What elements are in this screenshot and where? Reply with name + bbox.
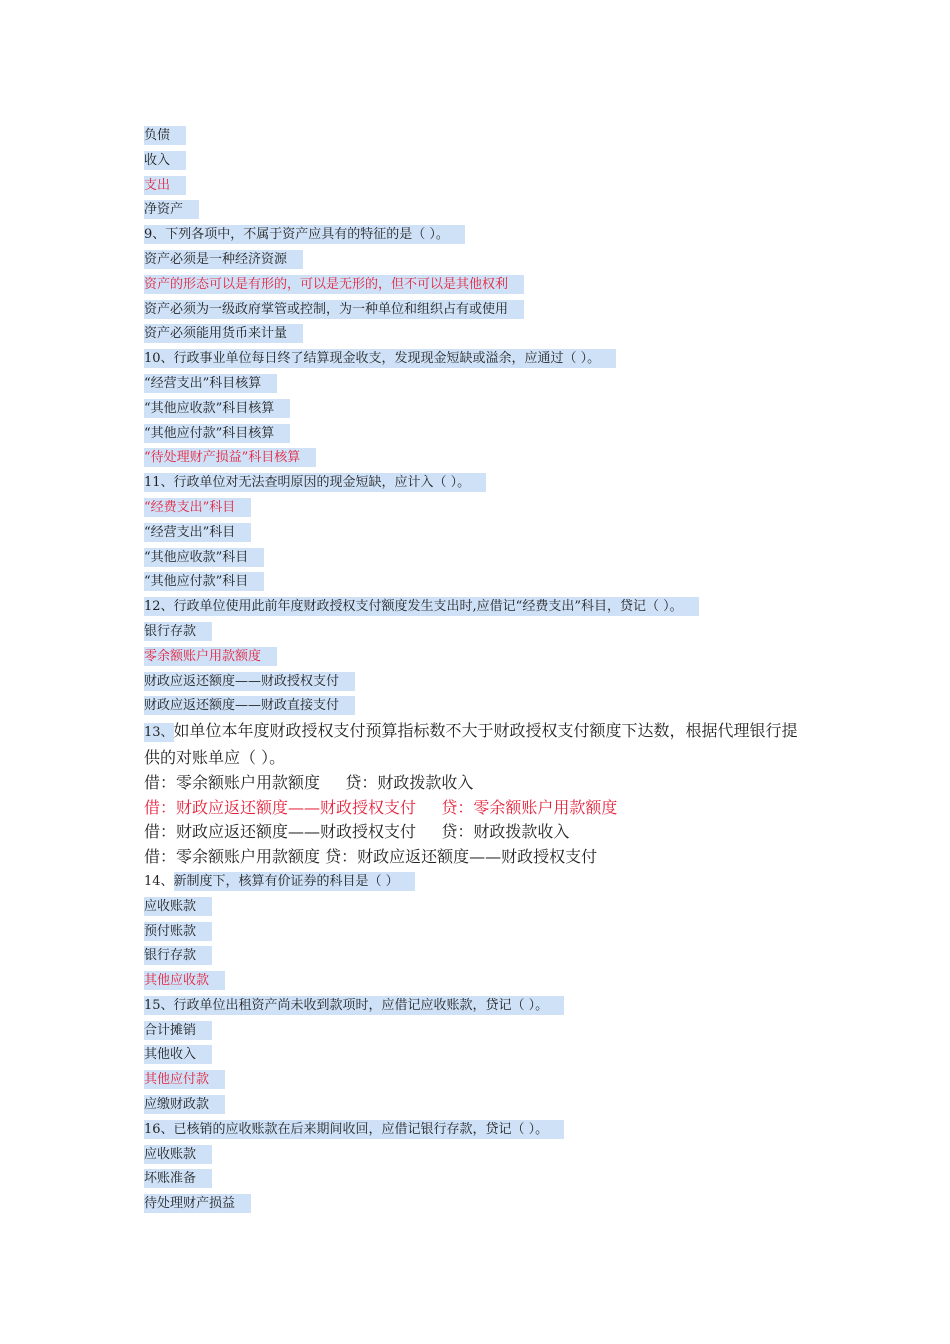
option-text: 借：财政应返还额度——财政授权支付 贷：零余额账户用款额度: [144, 797, 618, 817]
option-text: 财政应返还额度——财政直接支付: [144, 696, 355, 715]
option-text: 支出: [144, 176, 186, 195]
option-line: [144, 372, 824, 397]
option-text: “其他应收款”科目核算: [144, 399, 290, 418]
option-line: [144, 1043, 824, 1068]
option-line: [144, 1093, 824, 1118]
option-text: 收入: [144, 151, 186, 170]
option-line: [144, 198, 824, 223]
question-text: 10、行政事业单位每日终了结算现金收支，发现现金短缺或溢余，应通过（ ）。: [144, 349, 616, 368]
answer-option-line: [144, 446, 824, 471]
option-text: 坏账准备: [144, 1169, 212, 1188]
question-text: 16、已核销的应收账款在后来期间收回，应借记银行存款，贷记（ ）。: [144, 1120, 564, 1139]
option-line: [144, 944, 824, 969]
answer-option-line: [144, 1068, 824, 1093]
option-text: 零余额账户用款额度: [144, 647, 277, 666]
question-text: 15、行政单位出租资产尚未收到款项时，应借记应收账款，贷记（ ）。: [144, 996, 564, 1015]
option-line: [144, 248, 824, 273]
question-15: [144, 994, 824, 1019]
option-line: [144, 521, 824, 546]
question-text: 新制度下，核算有价证券的科目是（ ）: [174, 872, 415, 891]
answer-option-line: [144, 273, 824, 298]
option-line: [144, 298, 824, 323]
option-text: “待处理财产损益”科目核算: [144, 448, 316, 467]
option-line: [144, 422, 824, 447]
option-line: [144, 124, 824, 149]
option-text: 银行存款: [144, 622, 212, 641]
question-14: [144, 870, 824, 895]
option-text: 借：零余额账户用款额度 贷：财政拨款收入: [144, 772, 474, 792]
option-line: [144, 820, 824, 845]
option-text: 其他收入: [144, 1045, 212, 1064]
question-number: 13、: [144, 725, 174, 741]
question-10: [144, 347, 824, 372]
option-line: [144, 1167, 824, 1192]
answer-option-line: [144, 645, 824, 670]
option-line: [144, 397, 824, 422]
question-9: [144, 223, 824, 248]
option-text: 净资产: [144, 200, 199, 219]
answer-option-line: [144, 969, 824, 994]
option-text: 应收账款: [144, 1145, 212, 1164]
option-text: 资产的形态可以是有形的，可以是无形的，但不可以是其他权利: [144, 275, 524, 294]
document-content: [144, 124, 824, 1217]
option-line: [144, 771, 824, 796]
option-text: “经费支出”科目: [144, 498, 251, 517]
question-text: 9、下列各项中，不属于资产应具有的特征的是（ ）。: [144, 225, 465, 244]
option-line: [144, 670, 824, 695]
option-line: [144, 1143, 824, 1168]
option-text: 借：财政应返还额度——财政授权支付 贷：财政拨款收入: [144, 822, 570, 842]
option-line: [144, 895, 824, 920]
option-text: 负债: [144, 126, 186, 145]
option-line: [144, 149, 824, 174]
option-text: 其他应付款: [144, 1070, 225, 1089]
option-text: 资产必须为一级政府掌管或控制，为一种单位和组织占有或使用: [144, 300, 524, 319]
question-text: 12、行政单位使用此前年度财政授权支付额度发生支出时,应借记“经费支出”科目，贷记（ ）。: [144, 597, 699, 616]
option-text: 待处理财产损益: [144, 1194, 251, 1213]
option-text: “经营支出”科目核算: [144, 374, 277, 393]
option-text: 银行存款: [144, 946, 212, 965]
answer-option-line: [144, 796, 824, 821]
option-line: [144, 694, 824, 719]
option-text: 其他应收款: [144, 971, 225, 990]
option-line: [144, 546, 824, 571]
option-text: “其他应收款”科目: [144, 548, 264, 567]
question-11: [144, 471, 824, 496]
option-text: 借：零余额账户用款额度 贷：财政应返还额度——财政授权支付: [144, 847, 598, 867]
option-text: 应收账款: [144, 897, 212, 916]
option-text: “其他应付款”科目: [144, 572, 264, 591]
option-text: 资产必须是一种经济资源: [144, 250, 303, 269]
option-text: “其他应付款”科目核算: [144, 424, 290, 443]
question-number: 14、: [144, 873, 174, 889]
option-line: [144, 620, 824, 645]
answer-option-line: [144, 496, 824, 521]
question-16: [144, 1118, 824, 1143]
option-text: 应缴财政款: [144, 1095, 225, 1114]
option-text: 合计摊销: [144, 1021, 212, 1040]
answer-option-line: [144, 174, 824, 199]
option-line: [144, 1192, 824, 1217]
option-line: [144, 1019, 824, 1044]
option-text: “经营支出”科目: [144, 523, 251, 542]
option-line: [144, 920, 824, 945]
option-line: [144, 570, 824, 595]
option-text: 预付账款: [144, 922, 212, 941]
option-text: 资产必须能用货币来计量: [144, 324, 303, 343]
option-text: 财政应返还额度——财政授权支付: [144, 672, 355, 691]
question-13: [144, 719, 809, 771]
option-line: [144, 845, 824, 870]
question-12: [144, 595, 824, 620]
question-text: 11、行政单位对无法查明原因的现金短缺，应计入（ ）。: [144, 473, 486, 492]
question-text: 如单位本年度财政授权支付预算指标数不大于财政授权支付额度下达数，根据代理银行提供的对账单应（ ）。: [144, 721, 798, 767]
option-line: [144, 322, 824, 347]
